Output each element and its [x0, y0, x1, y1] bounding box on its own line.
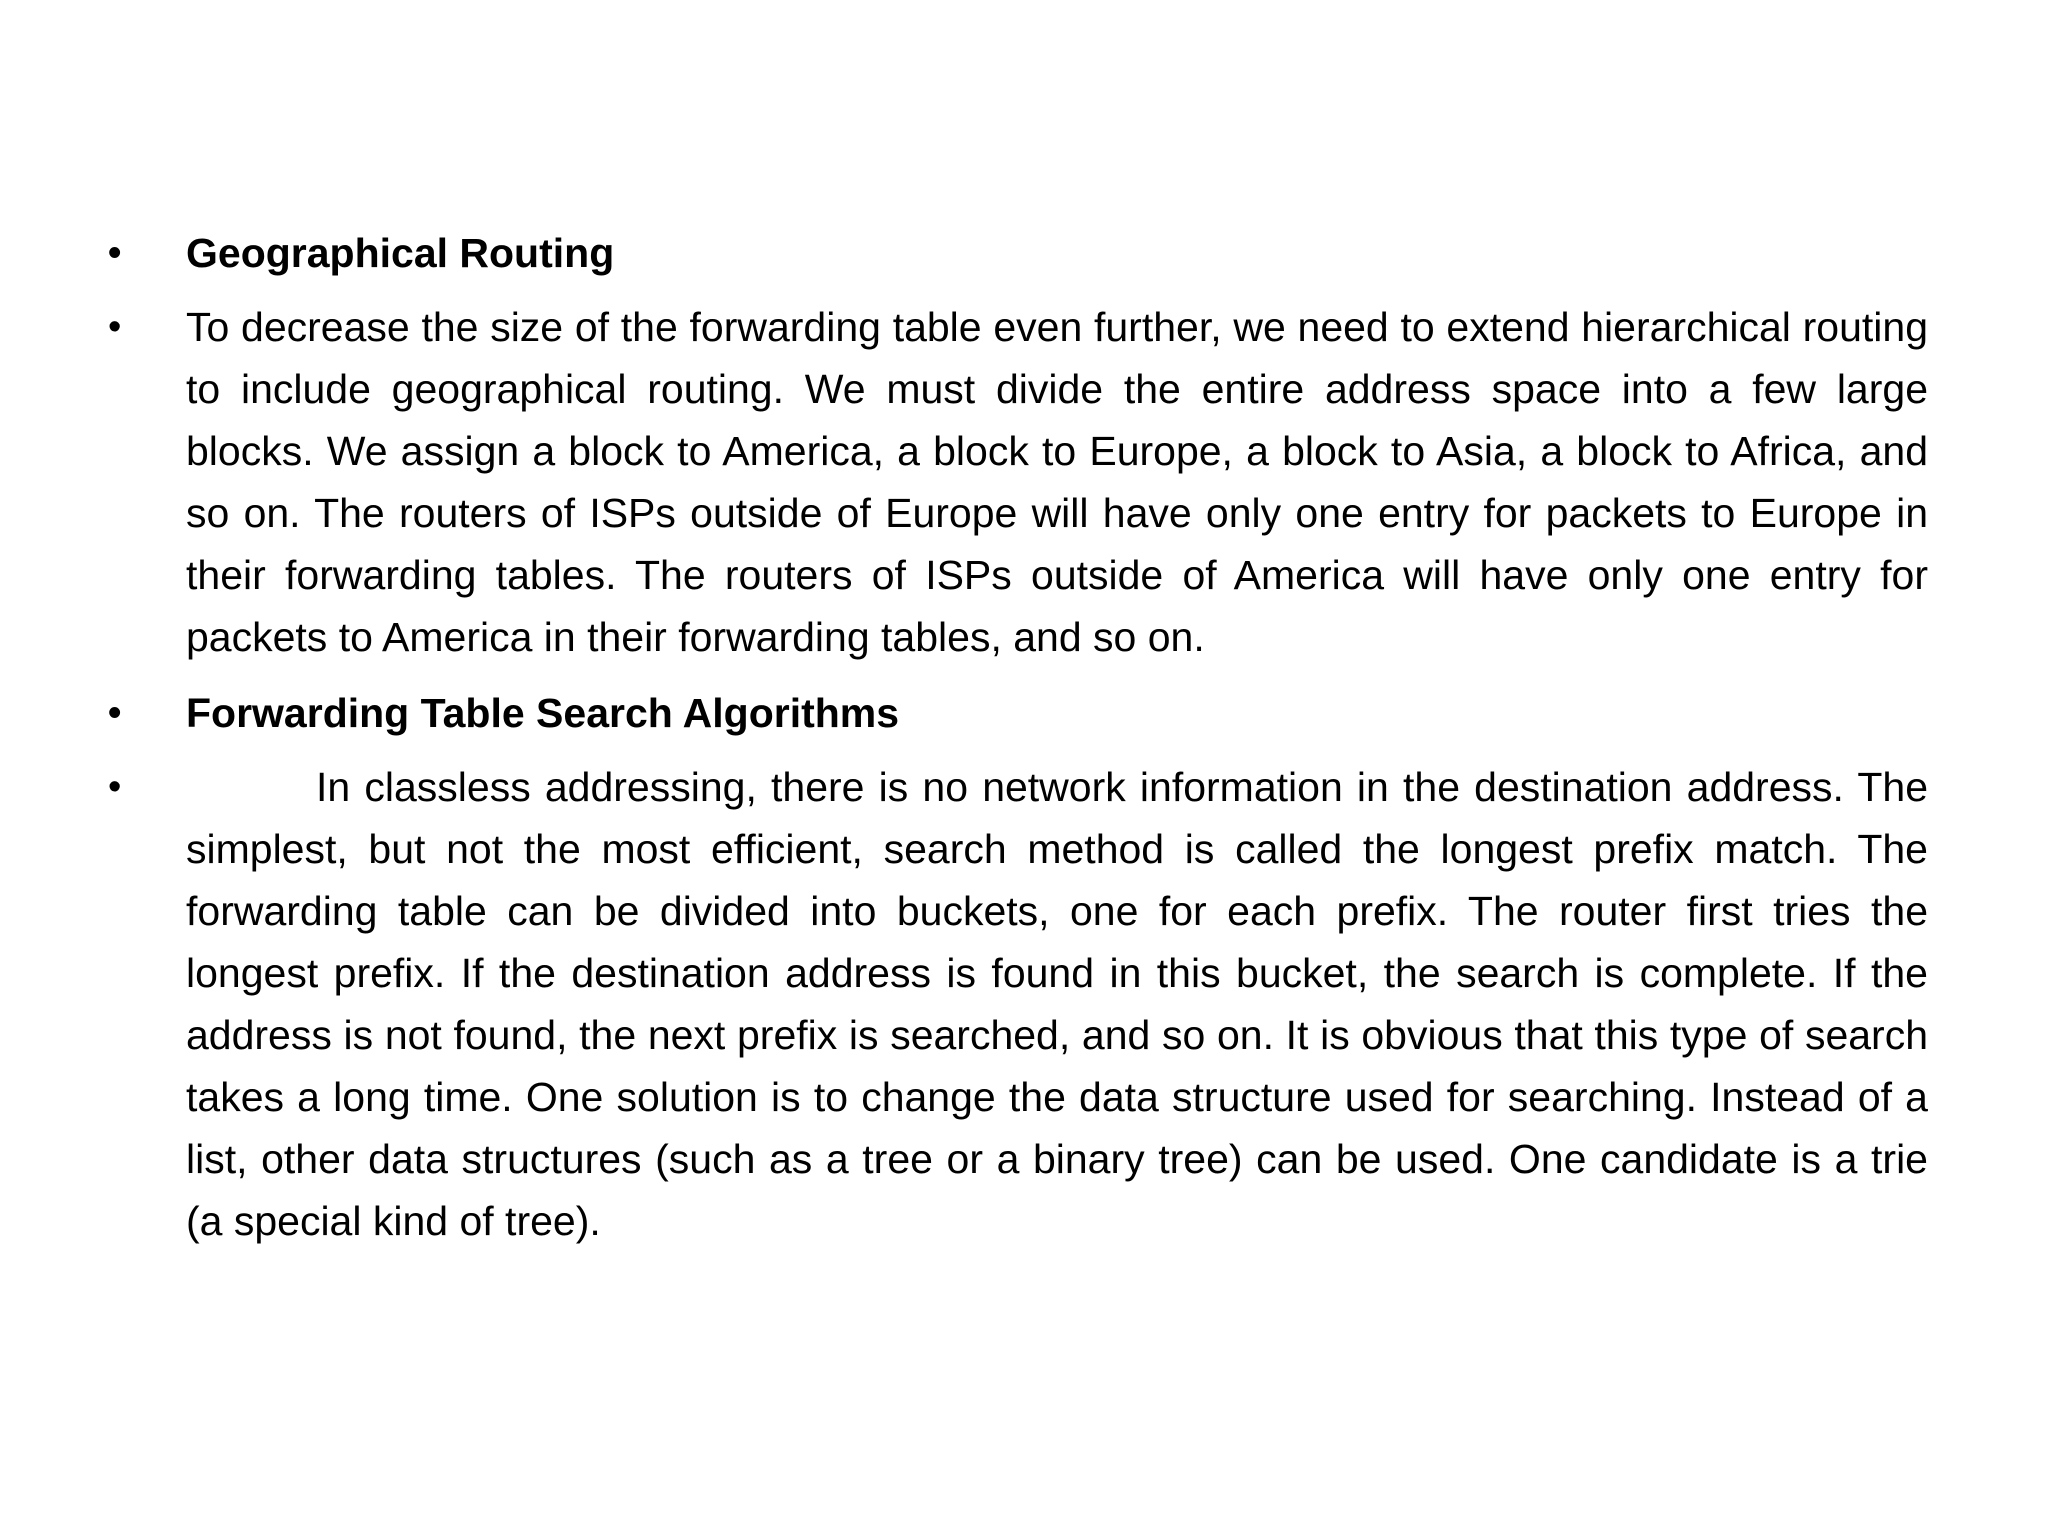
bullet-dot-icon: • — [108, 232, 122, 274]
bullet-dot-icon: • — [108, 306, 122, 348]
bullet-heading-forwarding-table-search — [108, 682, 1928, 744]
paragraph-text: To decrease the size of the forwarding table even further, we need to extend hierarchical routing to include geographical routing. We must divide the entire address space into a few large blocks. We assign a block to America, a block to Europe, a block to Asia, a block to Africa, and so on. The routers of ISPs outside of Europe will have only one entry for packets to Europe in their forwarding tables. The routers of ISPs outside of America will have only one entry for packets to America in their forwarding tables, and so on. — [186, 304, 1928, 660]
bullet-paragraph-forwarding-table-search — [108, 756, 1928, 1252]
heading-text: Forwarding Table Search Algorithms — [186, 690, 900, 736]
bullet-dot-icon: • — [108, 692, 122, 734]
heading-text: Geographical Routing — [186, 230, 615, 276]
bullet-heading-geographical-routing — [108, 222, 1928, 284]
bullet-paragraph-geographical-routing — [108, 296, 1928, 668]
bullet-list — [108, 222, 1928, 1266]
bullet-dot-icon: • — [108, 766, 122, 808]
paragraph-text: In classless addressing, there is no network information in the destination address. The simplest, but not the most efficient, search method is called the longest prefix match. The forwarding table can be divided into buckets, one for each prefix. The router first tries the longest prefix. If the destination address is found in this bucket, the search is complete. If the address is not found, the next prefix is searched, and so on. It is obvious that this type of search takes a long time. One solution is to change the data structure used for searching. Instead of a list, other data structures (such as a tree or a binary tree) can be used. One candidate is a trie (a special kind of tree). — [186, 764, 1928, 1244]
